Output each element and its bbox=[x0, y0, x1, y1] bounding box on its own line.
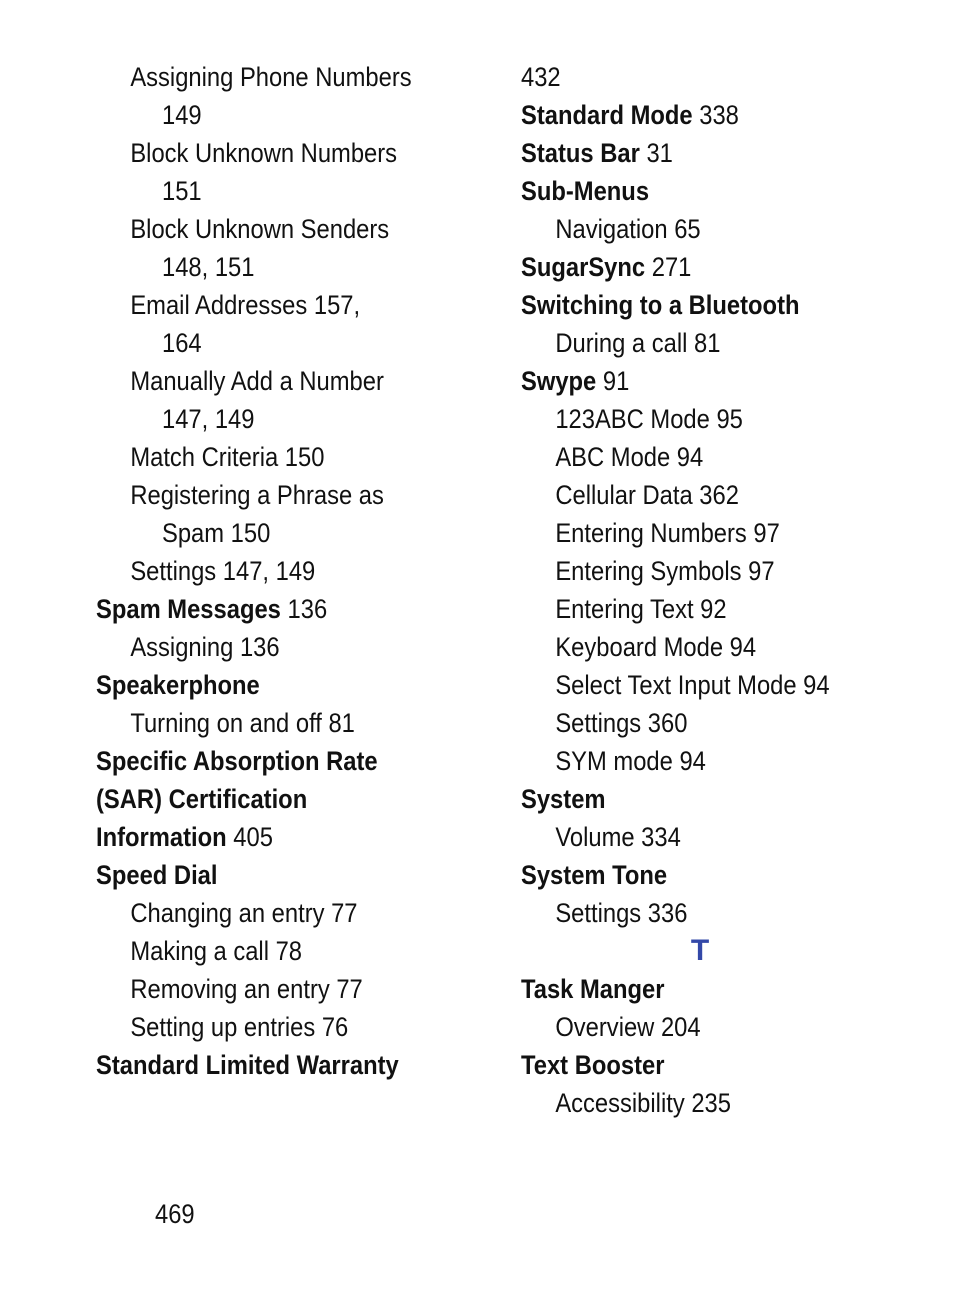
index-page-ref: 31 bbox=[646, 138, 673, 168]
index-column-right bbox=[521, 58, 941, 1122]
index-term: During a call 81 bbox=[555, 328, 721, 358]
index-heading bbox=[521, 134, 891, 172]
index-entry bbox=[96, 932, 413, 970]
index-entry bbox=[96, 96, 413, 134]
index-term: SYM mode 94 bbox=[555, 746, 706, 776]
index-entry bbox=[96, 476, 413, 514]
index-term: Speed Dial bbox=[96, 860, 218, 890]
index-term: Standard Mode bbox=[521, 100, 693, 130]
index-term: Status Bar bbox=[521, 138, 640, 168]
index-heading bbox=[96, 818, 413, 856]
index-entry bbox=[521, 1008, 891, 1046]
index-term: Navigation 65 bbox=[555, 214, 701, 244]
index-term: Select Text Input Mode 94 bbox=[555, 670, 830, 700]
index-heading bbox=[521, 286, 891, 324]
index-heading bbox=[521, 248, 891, 286]
index-entry bbox=[96, 514, 413, 552]
index-entry bbox=[96, 286, 413, 324]
index-heading bbox=[96, 666, 413, 704]
index-entry bbox=[96, 58, 413, 96]
index-entry bbox=[96, 894, 413, 932]
index-heading bbox=[521, 856, 891, 894]
index-entry bbox=[96, 172, 413, 210]
index-entry bbox=[96, 628, 413, 666]
index-term: Block Unknown Senders bbox=[130, 214, 390, 244]
index-term: Making a call 78 bbox=[130, 936, 303, 966]
index-term: Block Unknown Numbers bbox=[130, 138, 398, 168]
index-heading bbox=[96, 1046, 413, 1084]
index-heading bbox=[96, 856, 413, 894]
index-heading bbox=[96, 590, 413, 628]
index-entry bbox=[96, 1008, 413, 1046]
index-term: Match Criteria 150 bbox=[130, 442, 325, 472]
index-term: Text Booster bbox=[521, 1050, 665, 1080]
page-number: 469 bbox=[155, 1199, 195, 1229]
index-entry bbox=[521, 1084, 891, 1122]
index-entry bbox=[521, 400, 891, 438]
index-term: Turning on and off 81 bbox=[130, 708, 355, 738]
index-entry bbox=[521, 552, 891, 590]
index-term: Manually Add a Number bbox=[130, 366, 384, 396]
index-term: Entering Numbers 97 bbox=[555, 518, 780, 548]
index-entry bbox=[521, 514, 891, 552]
index-term: Task Manger bbox=[521, 974, 665, 1004]
index-entry bbox=[96, 704, 413, 742]
index-term: ABC Mode 94 bbox=[555, 442, 704, 472]
index-entry bbox=[521, 438, 891, 476]
index-entry bbox=[521, 818, 891, 856]
index-page-ref: 338 bbox=[699, 100, 739, 130]
index-heading bbox=[521, 96, 891, 134]
index-term: 149 bbox=[162, 100, 202, 130]
index-term: Overview 204 bbox=[555, 1012, 701, 1042]
index-term: Accessibility 235 bbox=[555, 1088, 731, 1118]
index-term: Entering Text 92 bbox=[555, 594, 727, 624]
index-term: System bbox=[521, 784, 606, 814]
index-entry bbox=[521, 628, 891, 666]
index-term: Speakerphone bbox=[96, 670, 260, 700]
index-entry bbox=[96, 324, 413, 362]
index-term: Settings 336 bbox=[555, 898, 688, 928]
index-term: Sub-Menus bbox=[521, 176, 650, 206]
index-term: Setting up entries 76 bbox=[130, 1012, 349, 1042]
index-term: 148, 151 bbox=[162, 252, 255, 282]
index-term: 151 bbox=[162, 176, 202, 206]
index-term: Keyboard Mode 94 bbox=[555, 632, 757, 662]
index-heading bbox=[521, 970, 891, 1008]
index-term: Assigning Phone Numbers bbox=[130, 62, 412, 92]
index-term: Changing an entry 77 bbox=[130, 898, 358, 928]
index-term: SugarSync bbox=[521, 252, 646, 282]
index-page-ref: 91 bbox=[602, 366, 630, 396]
index-page-ref: 405 bbox=[233, 822, 273, 852]
index-term: Cellular Data 362 bbox=[555, 480, 739, 510]
index-entry bbox=[521, 324, 891, 362]
index-entry bbox=[96, 438, 413, 476]
index-term: Email Addresses 157, bbox=[130, 290, 361, 320]
index-entry bbox=[96, 400, 413, 438]
index-heading bbox=[521, 1046, 891, 1084]
index-term: (SAR) Certification bbox=[96, 784, 308, 814]
index-entry bbox=[521, 704, 891, 742]
index-term: Assigning 136 bbox=[130, 632, 280, 662]
index-term: Settings 360 bbox=[555, 708, 688, 738]
index-entry bbox=[521, 666, 891, 704]
index-entry bbox=[521, 58, 891, 96]
index-term: 164 bbox=[162, 328, 202, 358]
index-term: 123ABC Mode 95 bbox=[555, 404, 743, 434]
index-term: Volume 334 bbox=[555, 822, 681, 852]
index-term: Information bbox=[96, 822, 227, 852]
index-page-ref: 136 bbox=[287, 594, 328, 624]
index-entry bbox=[96, 552, 413, 590]
index-term: Standard Limited Warranty bbox=[96, 1050, 399, 1080]
index-term: Spam 150 bbox=[162, 518, 271, 548]
index-term: 432 bbox=[521, 62, 561, 92]
index-page-ref: 271 bbox=[651, 252, 692, 282]
index-entry bbox=[96, 134, 413, 172]
index-term: 147, 149 bbox=[162, 404, 255, 434]
index-heading bbox=[96, 742, 413, 780]
index-term: Switching to a Bluetooth bbox=[521, 290, 800, 320]
index-heading bbox=[521, 172, 891, 210]
index-entry bbox=[96, 362, 413, 400]
index-entry bbox=[96, 210, 413, 248]
index-heading bbox=[521, 780, 891, 818]
index-entry bbox=[96, 248, 413, 286]
index-term: Removing an entry 77 bbox=[130, 974, 363, 1004]
index-entry bbox=[521, 210, 891, 248]
index-term: Specific Absorption Rate bbox=[96, 746, 378, 776]
index-entry bbox=[521, 742, 891, 780]
index-column-left bbox=[96, 58, 456, 1084]
index-entry bbox=[521, 476, 891, 514]
index-term: Settings 147, 149 bbox=[130, 556, 316, 586]
index-heading bbox=[96, 780, 413, 818]
index-term: Spam Messages bbox=[96, 594, 281, 624]
index-term: Swype bbox=[521, 366, 597, 396]
index-heading bbox=[521, 362, 891, 400]
index-term: System Tone bbox=[521, 860, 668, 890]
section-letter: T bbox=[690, 934, 710, 967]
index-entry bbox=[521, 894, 891, 932]
index-term: Entering Symbols 97 bbox=[555, 556, 775, 586]
index-term: Registering a Phrase as bbox=[130, 480, 384, 510]
index-entry bbox=[521, 590, 891, 628]
index-entry bbox=[96, 970, 413, 1008]
